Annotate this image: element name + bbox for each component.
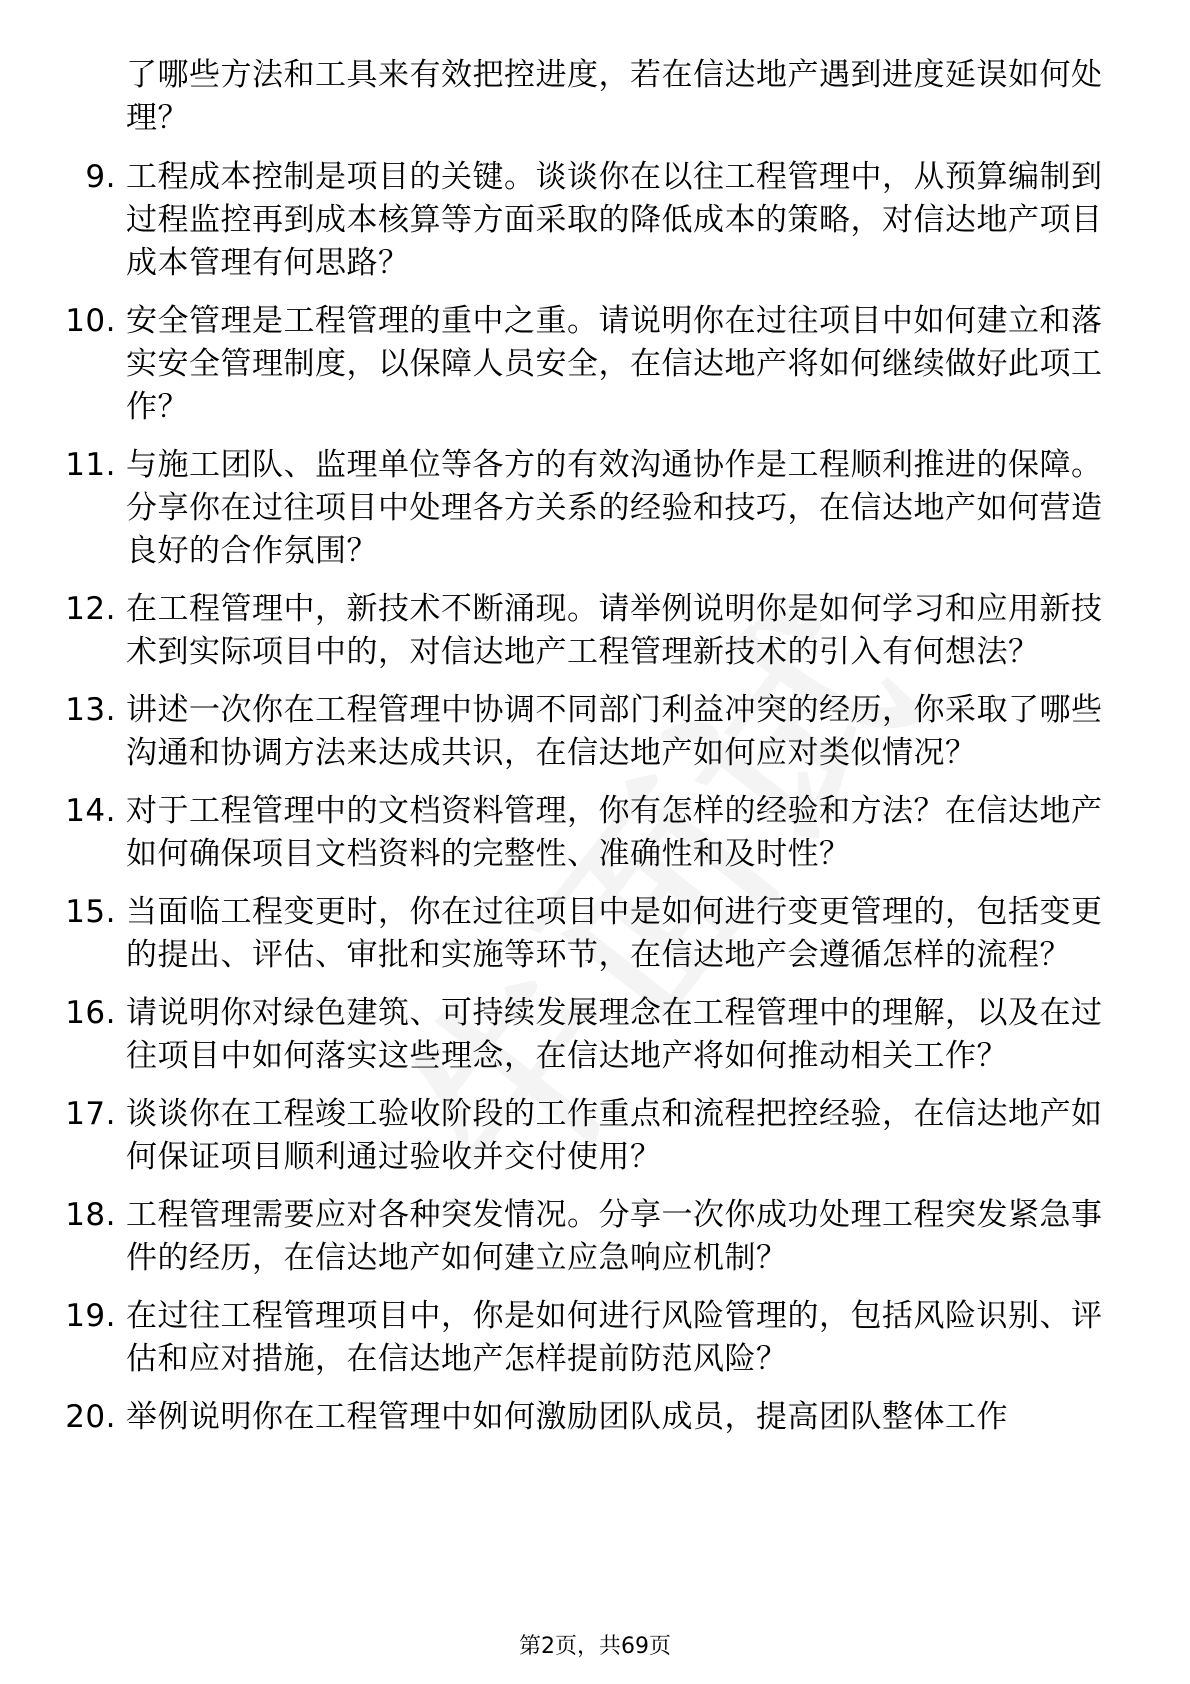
question-number: 9. xyxy=(85,159,116,195)
question-text: 讲述一次你在工程管理中协调不同部门利益冲突的经历，你采取了哪些沟通和协调方法来达成共识，在信达地产如何应对类似情况？ xyxy=(126,692,1103,771)
question-number: 20. xyxy=(65,1399,116,1435)
question-item xyxy=(56,300,1120,429)
question-item xyxy=(56,790,1120,876)
question-item xyxy=(56,891,1120,977)
question-number: 11. xyxy=(65,447,116,483)
question-text: 与施工团队、监理单位等各方的有效沟通协作是工程顺利推进的保障。分享你在过往项目中处理各方关系的经验和技巧，在信达地产如何营造良好的合作氛围？ xyxy=(126,447,1103,569)
question-number: 12. xyxy=(65,591,116,627)
question-text: 工程管理需要应对各种突发情况。分享一次你成功处理工程突发紧急事件的经历，在信达地产如何建立应急响应机制？ xyxy=(126,1197,1103,1276)
question-number: 13. xyxy=(65,692,116,728)
continuation-body: 了哪些方法和工具来有效把控进度，若在信达地产遇到进度延误如何处理？ xyxy=(126,57,1103,136)
continuation-text xyxy=(56,54,1120,140)
question-text: 在过往工程管理项目中，你是如何进行风险管理的，包括风险识别、评估和应对措施，在信达地产怎样提前防范风险？ xyxy=(126,1298,1103,1377)
question-text: 举例说明你在工程管理中如何激励团队成员，提高团队整体工作 xyxy=(126,1399,1008,1435)
question-item xyxy=(56,1194,1120,1280)
question-number: 17. xyxy=(65,1096,116,1132)
question-item xyxy=(56,588,1120,674)
question-item xyxy=(56,444,1120,573)
question-text: 当面临工程变更时，你在过往项目中是如何进行变更管理的，包括变更的提出、评估、审批和实施等环节，在信达地产会遵循怎样的流程？ xyxy=(126,894,1103,973)
question-item xyxy=(56,156,1120,285)
question-number: 10. xyxy=(65,303,116,339)
question-item xyxy=(56,689,1120,775)
question-item xyxy=(56,1093,1120,1179)
question-text: 工程成本控制是项目的关键。谈谈你在以往工程管理中，从预算编制到过程监控再到成本核算等方面采取的降低成本的策略，对信达地产项目成本管理有何思路？ xyxy=(126,159,1103,281)
question-text: 请说明你对绿色建筑、可持续发展理念在工程管理中的理解，以及在过往项目中如何落实这些理念，在信达地产将如何推动相关工作？ xyxy=(126,995,1103,1074)
question-text: 对于工程管理中的文档资料管理，你有怎样的经验和方法？在信达地产如何确保项目文档资料的完整性、准确性和及时性？ xyxy=(126,793,1103,872)
question-list xyxy=(56,54,1120,1454)
question-number: 16. xyxy=(65,995,116,1031)
question-number: 15. xyxy=(65,894,116,930)
question-number: 18. xyxy=(65,1197,116,1233)
question-text: 谈谈你在工程竣工验收阶段的工作重点和流程把控经验，在信达地产如何保证项目顺利通过验收并交付使用？ xyxy=(126,1096,1103,1175)
question-item xyxy=(56,1396,1120,1439)
question-item xyxy=(56,992,1120,1078)
question-text: 在工程管理中，新技术不断涌现。请举例说明你是如何学习和应用新技术到实际项目中的，对信达地产工程管理新技术的引入有何想法？ xyxy=(126,591,1103,670)
question-text: 安全管理是工程管理的重中之重。请说明你在过往项目中如何建立和落实安全管理制度，以保障人员安全，在信达地产将如何继续做好此项工作？ xyxy=(126,303,1103,425)
question-number: 14. xyxy=(65,793,116,829)
question-number: 19. xyxy=(65,1298,116,1334)
page-footer: 第2页，共69页 xyxy=(519,1634,671,1659)
question-item xyxy=(56,1295,1120,1381)
